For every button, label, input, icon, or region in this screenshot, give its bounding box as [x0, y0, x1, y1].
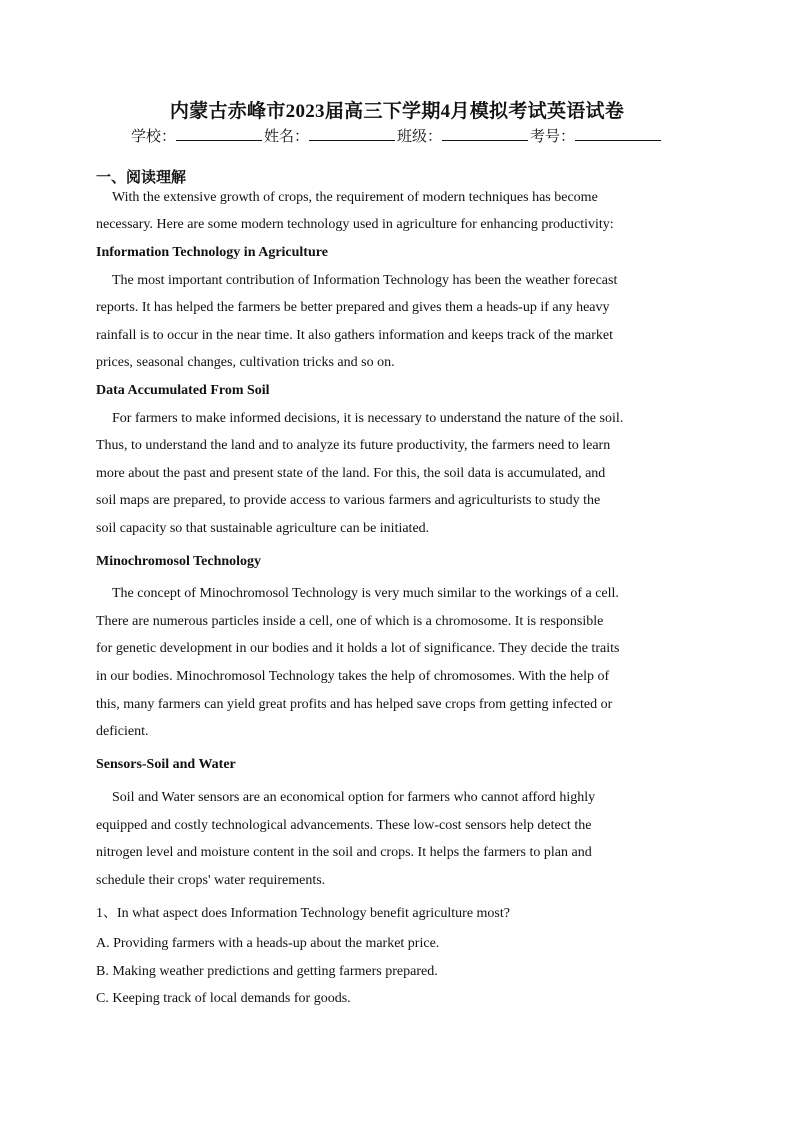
section-heading: 一、阅读理解	[96, 170, 187, 186]
paragraph-line: more about the past and present state of the land. For this, the soil data is accumulated, and	[96, 466, 606, 481]
subheading-minochromosol: Minochromosol Technology	[96, 554, 262, 569]
name-blank	[309, 126, 395, 141]
exam-number-blank	[575, 126, 661, 141]
paragraph-line: for genetic development in our bodies and it holds a lot of significance. They decide the traits	[96, 641, 620, 656]
paragraph-line: soil capacity so that sustainable agriculture can be initiated.	[96, 521, 430, 536]
paragraph-line: prices, seasonal changes, cultivation tricks and so on.	[96, 355, 395, 370]
exam-number-field	[530, 125, 663, 146]
class-label: 班级：	[397, 129, 443, 145]
paragraph-line: Thus, to understand the land and to analyze its future productivity, the farmers need to learn	[96, 438, 611, 453]
school-label: 学校：	[130, 129, 176, 145]
answer-option-b: B. Making weather predictions and getting farmers prepared.	[96, 964, 438, 979]
question-stem: 1、In what aspect does Information Technology benefit agriculture most?	[96, 906, 510, 921]
paragraph-line: equipped and costly technological advancements. These low-cost sensors help detect the	[96, 818, 592, 833]
paragraph-line: There are numerous particles inside a cell, one of which is a chromosome. It is responsible	[96, 614, 604, 629]
paragraph-line: deficient.	[96, 724, 149, 739]
intro-line: necessary. Here are some modern technology used in agriculture for enhancing productivity:	[96, 217, 614, 232]
paragraph-line: rainfall is to occur in the near time. It also gathers information and keeps track of the market	[96, 328, 614, 343]
student-info-row	[0, 125, 794, 146]
subheading-sensors: Sensors-Soil and Water	[96, 757, 236, 772]
subheading-data-accumulated: Data Accumulated From Soil	[96, 383, 270, 398]
name-field	[264, 125, 397, 146]
school-field	[131, 125, 264, 146]
paragraph-line: nitrogen level and moisture content in the soil and crops. It helps the farmers to plan and	[96, 845, 592, 860]
subheading-information-technology: Information Technology in Agriculture	[96, 245, 328, 260]
paragraph-line: soil maps are prepared, to provide access to various farmers and agriculturists to study the	[96, 493, 601, 508]
paragraph-line: this, many farmers can yield great profits and has helped save crops from getting infected or	[96, 697, 613, 712]
class-field	[397, 125, 530, 146]
answer-option-a: A. Providing farmers with a heads-up about the market price.	[96, 936, 440, 951]
paragraph-line: in our bodies. Minochromosol Technology takes the help of chromosomes. With the help of	[96, 669, 610, 684]
paragraph-line: reports. It has helped the farmers be better prepared and gives them a heads-up if any heavy	[96, 300, 610, 315]
page-title: 内蒙古赤峰市2023届高三下学期4月模拟考试英语试卷	[169, 101, 625, 122]
paragraph-line: For farmers to make informed decisions, it is necessary to understand the nature of the soil.	[112, 411, 624, 426]
paragraph-line: The most important contribution of Information Technology has been the weather forecast	[112, 273, 618, 288]
exam-number-label: 考号：	[530, 129, 576, 145]
paragraph-line: The concept of Minochromosol Technology is very much similar to the workings of a cell.	[112, 586, 619, 601]
class-blank	[442, 126, 528, 141]
school-blank	[176, 126, 262, 141]
intro-line: With the extensive growth of crops, the requirement of modern techniques has become	[112, 190, 598, 205]
name-label: 姓名：	[263, 129, 309, 145]
answer-option-c: C. Keeping track of local demands for goods.	[96, 991, 351, 1006]
paragraph-line: Soil and Water sensors are an economical option for farmers who cannot afford highly	[112, 790, 596, 805]
paragraph-line: schedule their crops' water requirements.	[96, 873, 326, 888]
